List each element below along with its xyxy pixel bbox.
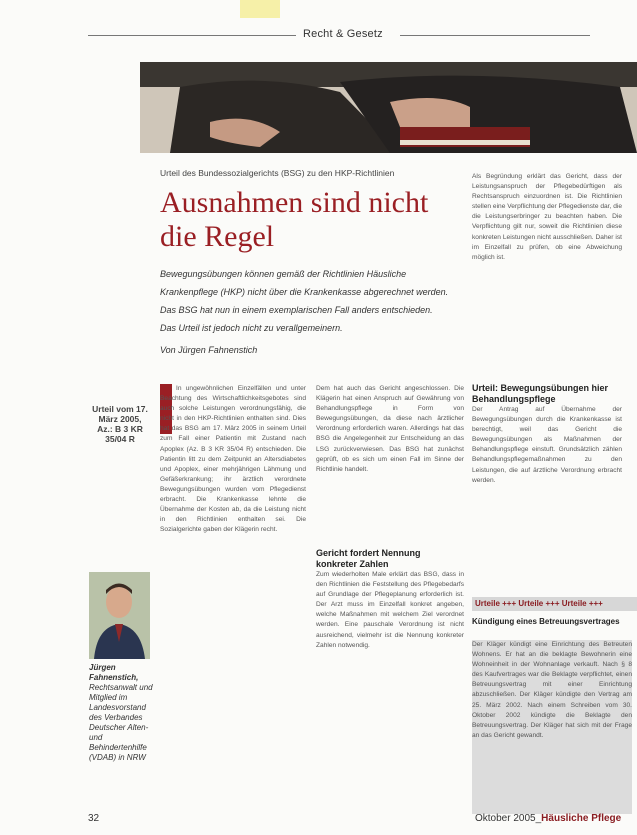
ticker-bar: Urteile +++ Urteile +++ Urteile +++ (472, 597, 637, 611)
author-portrait (89, 572, 150, 659)
article-title: Ausnahmen sind nicht die Regel (160, 186, 429, 253)
caption-text: Rechtsanwalt und Mitglied im Landesvorstand des Verbandes Deutscher Alten- und Behindertenhilfe (VDAB) in NRW (89, 683, 153, 762)
issue-date: Oktober 2005_ (475, 813, 542, 824)
ruling-note: Urteil vom 17. März 2005, Az.: B 3 KR 35/04 R (92, 404, 148, 444)
article-byline: Von Jürgen Fahnenstich (160, 345, 258, 355)
subhead-ruling: Urteil: Bewegungsübungen hier Behandlungspflege (472, 383, 609, 404)
author-caption (89, 663, 153, 763)
highlight-mark (240, 0, 280, 18)
footer-issue (475, 813, 621, 824)
header-rule-left (88, 35, 296, 36)
section-label: Recht & Gesetz (303, 28, 383, 40)
article-lead: Bewegungsübungen können gemäß der Richtlinien Häusliche Krankenpflege (HKP) nicht über die Krankenkasse abgerechnet werden. Das BSG hat nun in einem exemplarischen Fall anders entschieden. Das Urteil ist jedoch nicht zu verallgemeinern. (160, 269, 449, 333)
caption-name: Jürgen Fahnenstich, (89, 663, 139, 682)
box-text: Der Kläger kündigt eine Einrichtung des Betreuten Wohnens. Er hat an die beklagte Bewohnerin eine Wohneinheit in der Wohnanlage verkauft. Nach § 8 des Kaufvertrages war die Beklagte verpflichtet, einen Betreuungsvertrag mit einer Einrichtung abzuschließen. Der Kläger kündigte den Vertrag am 25. März 2002. Nach einem Schreiben vom 30. Oktober 2002 kündigte die Beklagte den Betreuungsvertrag. Der Kläger hat sich mit der Frage an das Gericht gewandt. (472, 641, 632, 739)
body-column-1: In ungewöhnlichen Einzelfällen und unter Beachtung des Wirtschaftlichkeitsgebotes sind auch solche Leistungen verordnungsfähig, die nicht in den HKP-Richtlinien enthalten sind. Dies hat das BSG am 17. März 2005 in seinem Urteil zum Fall einer Patientin mit Zustand nach Apoplex (Az. B 3 KR 35/04 R) entschieden. Die Patientin litt zu dem Zeitpunkt an Altersdiabetes und Apoplex, einer mehrjährigen Lähmung und Gefäßerkrankung; ihr ärztlich verordnete Bewegungsübungen wurden vom Pflegedienst erbracht. Die Krankenkasse lehnte die Übernahme der Kosten ab, da die Leistung nicht in den Richtlinien enthalten sei. Die Sozialgerichte gaben der Klägerin recht. (160, 385, 306, 534)
body-column-right-1: Als Begründung erklärt das Gericht, dass der Leistungsanspruch der Pflegebedürftigen als Rechtsanspruch einzuordnen ist. Die Richtlinien stellen eine Verpflichtung der Pflegedienste dar, die die Leistungserbringer zu beachten haben. Die Verpflichtung gilt nur, soweit die Richtlinien diese konkreten Leistungen nicht ausschließen. Daher ist im Einzelfall zu prüfen, ob eine Abweichung möglich ist. (472, 173, 622, 261)
subhead-numbers: Gericht fordert Nennung konkreter Zahlen (316, 548, 421, 569)
magazine-name: Häusliche Pflege (541, 813, 622, 824)
header-photo (140, 62, 637, 153)
body-column-2b: Zum wiederholten Male erklärt das BSG, dass in den Richtlinien die Feststellung des Pflegebedarfs auf Grundlage der Pflegeplanung erforderlich ist. Der Arzt muss im Einzelfall konkret angeben, welche Maßnahmen mit welchem Ziel verordnet werden. Eine pauschale Verordnung ist nicht ausreichend, vielmehr ist die Nennung konkreter Zahlen notwendig. (316, 571, 464, 649)
article-kicker: Urteil des Bundessozialgerichts (BSG) zu den HKP-Richtlinien (160, 168, 395, 178)
body-column-2: Dem hat auch das Gericht angeschlossen. Die Klägerin hat einen Anspruch auf Gewährung von Behandlungspflege in Form von Bewegungsübungen, da diese nach ärztlicher Verordnung erforderlich waren. Allerdings hat das BSG die Angelegenheit zur Entscheidung an das LSG zurückverwiesen. Das BSG hat zunächst geprüft, ob es sich um einen Fall im Sinne der Richtlinie handelt. (316, 385, 464, 473)
header-rule-right (400, 35, 590, 36)
page-number: 32 (88, 813, 100, 824)
body-column-right-2: Der Antrag auf Übernahme der Bewegungsübungen durch die Krankenkasse ist berechtigt, weil das Gericht die Bewegungsübungen als Maßnahmen der Behandlungspflege einstuft. Grundsätzlich zählen Behandlungspflegemaßnahmen zu den Leistungen, die auf ärztliche Verordnung erbracht werden. (472, 406, 622, 484)
box-panel (472, 640, 632, 814)
box-title: Kündigung eines Betreuungsvertrages (472, 617, 620, 626)
